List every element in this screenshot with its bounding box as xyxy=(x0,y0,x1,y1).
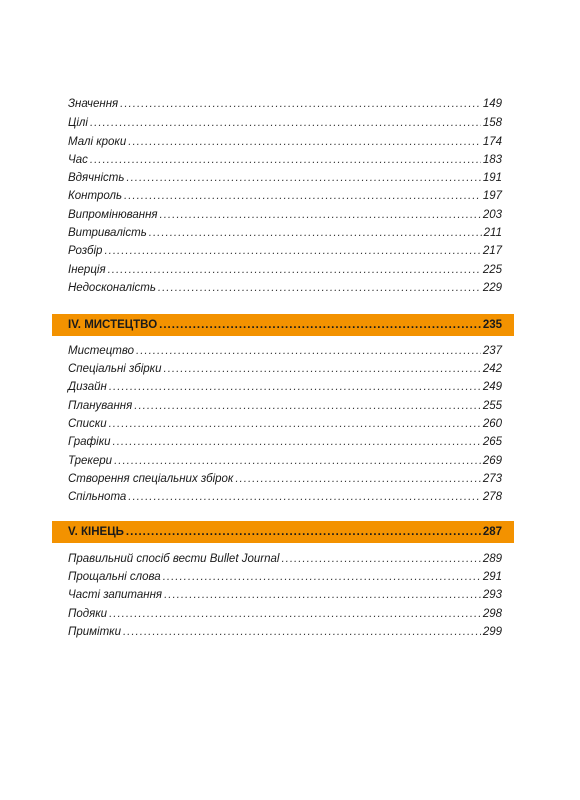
toc-leader-dots xyxy=(163,570,481,584)
toc-entry-page: 278 xyxy=(482,491,502,503)
toc-entry-page: 273 xyxy=(482,473,502,485)
toc-entry-title: Інерція xyxy=(68,264,106,276)
toc-entry-page: 293 xyxy=(482,589,502,601)
toc-entry-page: 289 xyxy=(482,553,502,565)
toc-entry-page: 237 xyxy=(482,345,502,357)
section-header-page: 287 xyxy=(482,526,502,538)
toc-entry[interactable] xyxy=(68,153,502,167)
toc-entry-title: Прощальні слова xyxy=(68,571,161,583)
toc-entry[interactable] xyxy=(68,588,502,602)
toc-entry[interactable] xyxy=(68,226,502,240)
toc-entry[interactable] xyxy=(68,97,502,111)
toc-entry-title: Планування xyxy=(68,400,133,412)
toc-leader-dots xyxy=(90,153,481,167)
toc-entry-page: 260 xyxy=(482,418,502,430)
toc-leader-dots xyxy=(164,362,481,376)
toc-entry[interactable] xyxy=(68,552,502,566)
toc-entry[interactable] xyxy=(68,417,502,431)
toc-entry-page: 249 xyxy=(482,381,502,393)
toc-leader-dots xyxy=(136,344,481,358)
toc-entry[interactable] xyxy=(68,435,502,449)
toc-leader-dots xyxy=(158,281,481,295)
toc-leader-dots xyxy=(149,226,482,240)
toc-entry-page: 149 xyxy=(482,98,502,110)
toc-leader-dots xyxy=(159,318,481,332)
toc-entry-title: Спільнота xyxy=(68,491,127,503)
toc-entry[interactable] xyxy=(68,399,502,413)
toc-entry-title: Списки xyxy=(68,418,107,430)
toc-leader-dots xyxy=(164,588,481,602)
toc-leader-dots xyxy=(109,417,481,431)
section-header-title: V. КІНЕЦЬ xyxy=(68,526,124,538)
toc-leader-dots xyxy=(128,490,481,504)
toc-entry[interactable] xyxy=(68,570,502,584)
toc-entry-title: Створення спеціальних збірок xyxy=(68,473,234,485)
toc-leader-dots xyxy=(134,399,481,413)
toc-entry-page: 211 xyxy=(483,227,502,239)
toc-entry[interactable] xyxy=(68,116,502,130)
toc-entry-page: 298 xyxy=(482,608,502,620)
toc-entry-page: 197 xyxy=(482,190,502,202)
toc-entry[interactable] xyxy=(68,344,502,358)
toc-leader-dots xyxy=(281,552,480,566)
section-header xyxy=(68,318,502,332)
toc-leader-dots xyxy=(126,171,480,185)
section-header-page: 235 xyxy=(482,319,502,331)
toc-entry-title: Графіки xyxy=(68,436,111,448)
toc-entry[interactable] xyxy=(68,208,502,222)
toc-leader-dots xyxy=(120,97,481,111)
toc-entry[interactable] xyxy=(68,171,502,185)
toc-entry[interactable] xyxy=(68,244,502,258)
toc-entry[interactable] xyxy=(68,281,502,295)
toc-entry[interactable] xyxy=(68,490,502,504)
toc-entry-page: 269 xyxy=(482,455,502,467)
toc-leader-dots xyxy=(126,525,481,539)
toc-entry-page: 191 xyxy=(482,172,502,184)
toc-entry-title: Часті запитання xyxy=(68,589,163,601)
toc-entry[interactable] xyxy=(68,135,502,149)
toc-entry-title: Контроль xyxy=(68,190,123,202)
toc-entry-title: Подяки xyxy=(68,608,108,620)
toc-entry[interactable] xyxy=(68,625,502,639)
toc-entry-title: Розбір xyxy=(68,245,103,257)
toc-entry-page: 291 xyxy=(482,571,502,583)
toc-entry-page: 229 xyxy=(482,282,502,294)
toc-entry[interactable] xyxy=(68,472,502,486)
toc-entry-page: 203 xyxy=(482,209,502,221)
toc-entry-page: 265 xyxy=(482,436,502,448)
toc-entry-page: 183 xyxy=(482,154,502,166)
section-header-band[interactable] xyxy=(52,521,514,543)
toc-entry-title: Спеціальні збірки xyxy=(68,363,162,375)
toc-entry-page: 217 xyxy=(482,245,502,257)
toc-entry-title: Час xyxy=(68,154,88,166)
toc-entry-title: Дизайн xyxy=(68,381,107,393)
toc-entry-title: Правильний спосіб вести Bullet Journal xyxy=(68,553,280,565)
toc-entry[interactable] xyxy=(68,189,502,203)
toc-entry-page: 225 xyxy=(482,264,502,276)
toc-leader-dots xyxy=(104,244,480,258)
toc-leader-dots xyxy=(108,263,481,277)
toc-entry[interactable] xyxy=(68,607,502,621)
section-header-band[interactable] xyxy=(52,314,514,336)
toc-entry-title: Витривалість xyxy=(68,227,147,239)
toc-leader-dots xyxy=(123,625,481,639)
toc-entry-title: Трекери xyxy=(68,455,113,467)
toc-entry[interactable] xyxy=(68,454,502,468)
toc-entry-page: 158 xyxy=(482,117,502,129)
toc-entry[interactable] xyxy=(68,362,502,376)
toc-entry-title: Недосконалість xyxy=(68,282,156,294)
toc-entry-page: 242 xyxy=(482,363,502,375)
toc-entry-title: Вдячність xyxy=(68,172,125,184)
section-header xyxy=(68,525,502,539)
toc-entry-page: 299 xyxy=(482,626,502,638)
toc-entry[interactable] xyxy=(68,380,502,394)
toc-leader-dots xyxy=(124,189,481,203)
toc-entry-title: Значення xyxy=(68,98,119,110)
toc-leader-dots xyxy=(109,607,481,621)
toc-entry-title: Випромінювання xyxy=(68,209,158,221)
toc-entry-title: Малі кроки xyxy=(68,136,127,148)
toc-leader-dots xyxy=(128,135,481,149)
toc-entry-title: Мистецтво xyxy=(68,345,135,357)
toc-leader-dots xyxy=(109,380,481,394)
toc-leader-dots xyxy=(160,208,481,222)
toc-entry-title: Примітки xyxy=(68,626,121,638)
toc-entry[interactable] xyxy=(68,263,502,277)
toc-leader-dots xyxy=(113,435,481,449)
toc-leader-dots xyxy=(114,454,481,468)
toc-entry-title: Цілі xyxy=(68,117,88,129)
toc-leader-dots xyxy=(235,472,480,486)
toc-entry-page: 255 xyxy=(482,400,502,412)
section-header-title: IV. МИСТЕЦТВО xyxy=(68,319,158,331)
toc-entry-page: 174 xyxy=(482,136,502,148)
toc-leader-dots xyxy=(90,116,481,130)
